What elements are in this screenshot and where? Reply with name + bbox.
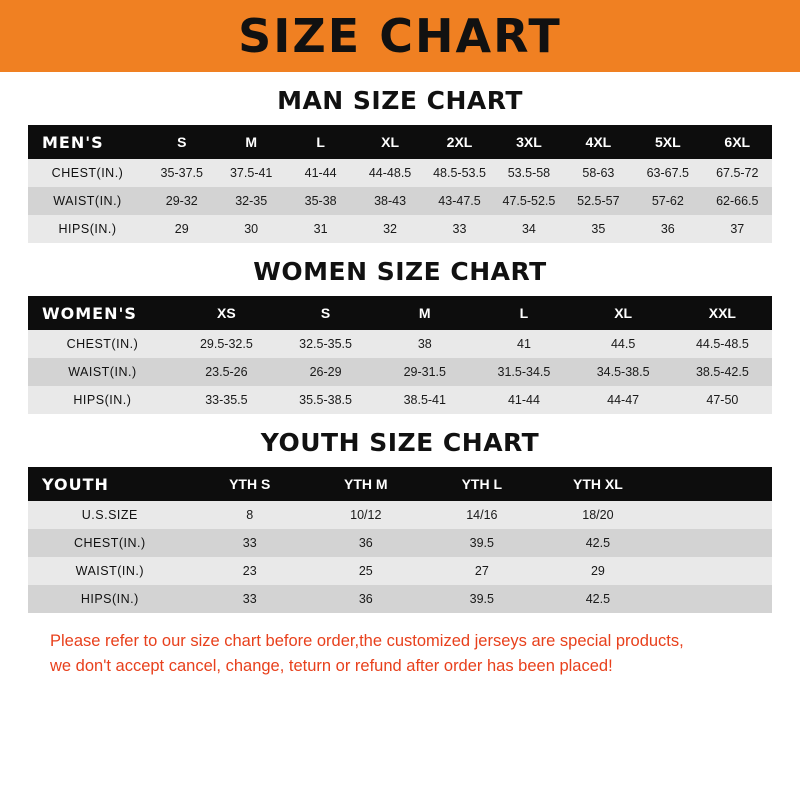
table-cell: 47-50: [673, 386, 772, 414]
table-row: [28, 358, 772, 386]
table-cell: 41-44: [474, 386, 573, 414]
row-label: HIPS(IN.): [28, 585, 192, 613]
table-cell: 41: [474, 330, 573, 358]
table-cell-empty: [656, 529, 772, 557]
table-row: [28, 330, 772, 358]
footnote-line-2: we don't accept cancel, change, teturn or refund after order has been placed!: [50, 656, 613, 675]
table-cell: 63-67.5: [633, 159, 702, 187]
column-header: M: [375, 296, 474, 330]
table-cell: 33: [192, 529, 308, 557]
section-title-youth: YOUTH SIZE CHART: [260, 428, 540, 457]
table-cell: 44.5: [574, 330, 673, 358]
header-band-center: [25, 0, 775, 72]
table-cell: 35: [564, 215, 633, 243]
table-cell: 35-38: [286, 187, 355, 215]
table-cell: 18/20: [540, 501, 656, 529]
header-band: [0, 0, 800, 72]
table-cell: 33: [425, 215, 494, 243]
table-cell: 44.5-48.5: [673, 330, 772, 358]
table-cell: 34.5-38.5: [574, 358, 673, 386]
table-cell: 41-44: [286, 159, 355, 187]
table-cell: 42.5: [540, 529, 656, 557]
table-cell: 23.5-26: [177, 358, 276, 386]
column-header: S: [276, 296, 375, 330]
women-size-table: [28, 296, 772, 414]
table-cell: 38: [375, 330, 474, 358]
column-header: L: [286, 125, 355, 159]
table-cell: 27: [424, 557, 540, 585]
table-cell: 47.5-52.5: [494, 187, 563, 215]
table-cell: 33: [192, 585, 308, 613]
column-header: YOUTH: [28, 467, 192, 501]
table-cell: 38.5-41: [375, 386, 474, 414]
table-cell: 62-66.5: [703, 187, 772, 215]
column-header: 6XL: [703, 125, 772, 159]
table-cell: 29.5-32.5: [177, 330, 276, 358]
table-cell: 43-47.5: [425, 187, 494, 215]
table-cell: 29-31.5: [375, 358, 474, 386]
table-cell: 31.5-34.5: [474, 358, 573, 386]
table-cell: 38.5-42.5: [673, 358, 772, 386]
table-cell: 29: [147, 215, 216, 243]
table-cell: 44-48.5: [355, 159, 424, 187]
table-cell: 26-29: [276, 358, 375, 386]
column-header: 3XL: [494, 125, 563, 159]
section-youth: [28, 428, 772, 613]
table-cell: 52.5-57: [564, 187, 633, 215]
table-row: [28, 585, 772, 613]
row-label: HIPS(IN.): [28, 386, 177, 414]
header-band-right-fill: [775, 0, 800, 72]
column-header: XL: [574, 296, 673, 330]
table-cell: 29-32: [147, 187, 216, 215]
column-header: YTH M: [308, 467, 424, 501]
table-row: [28, 159, 772, 187]
table-cell: 36: [308, 585, 424, 613]
column-header: 5XL: [633, 125, 702, 159]
table-cell: 10/12: [308, 501, 424, 529]
column-header-empty: [656, 467, 772, 501]
table-cell: 32-35: [216, 187, 285, 215]
youth-size-table: [28, 467, 772, 613]
table-cell: 32.5-35.5: [276, 330, 375, 358]
row-label: HIPS(IN.): [28, 215, 147, 243]
table-row: [28, 501, 772, 529]
table-cell: 57-62: [633, 187, 702, 215]
column-header: MEN'S: [28, 125, 147, 159]
column-header: XXL: [673, 296, 772, 330]
section-men: [28, 86, 772, 243]
chart-content: [0, 86, 800, 679]
table-cell: 38-43: [355, 187, 424, 215]
table-cell: 58-63: [564, 159, 633, 187]
table-cell: 14/16: [424, 501, 540, 529]
section-title-women: WOMEN SIZE CHART: [253, 257, 547, 286]
table-header-row: [28, 125, 772, 159]
header-band-left-fill: [0, 0, 25, 72]
column-header: XL: [355, 125, 424, 159]
column-header: WOMEN'S: [28, 296, 177, 330]
table-row: [28, 187, 772, 215]
table-cell: 36: [633, 215, 702, 243]
table-cell: 36: [308, 529, 424, 557]
table-cell: 31: [286, 215, 355, 243]
table-cell: 35-37.5: [147, 159, 216, 187]
footnote: [28, 629, 772, 679]
table-row: [28, 215, 772, 243]
table-cell: 29: [540, 557, 656, 585]
table-cell: 30: [216, 215, 285, 243]
table-cell: 53.5-58: [494, 159, 563, 187]
column-header: L: [474, 296, 573, 330]
table-header-row: [28, 296, 772, 330]
table-cell-empty: [656, 585, 772, 613]
column-header: XS: [177, 296, 276, 330]
column-header: M: [216, 125, 285, 159]
row-label: CHEST(IN.): [28, 330, 177, 358]
table-cell: 32: [355, 215, 424, 243]
table-cell: 44-47: [574, 386, 673, 414]
table-cell-empty: [656, 557, 772, 585]
column-header: 4XL: [564, 125, 633, 159]
row-label: CHEST(IN.): [28, 159, 147, 187]
table-cell: 25: [308, 557, 424, 585]
table-cell: 39.5: [424, 529, 540, 557]
section-women: [28, 257, 772, 414]
row-label: WAIST(IN.): [28, 557, 192, 585]
row-label: U.S.SIZE: [28, 501, 192, 529]
column-header: 2XL: [425, 125, 494, 159]
table-row: [28, 529, 772, 557]
column-header: YTH L: [424, 467, 540, 501]
column-header: YTH XL: [540, 467, 656, 501]
table-cell: 37.5-41: [216, 159, 285, 187]
table-row: [28, 386, 772, 414]
table-cell: 8: [192, 501, 308, 529]
table-cell: 39.5: [424, 585, 540, 613]
table-cell: 23: [192, 557, 308, 585]
men-size-table: [28, 125, 772, 243]
table-cell-empty: [656, 501, 772, 529]
table-cell: 67.5-72: [703, 159, 772, 187]
section-title-men: MAN SIZE CHART: [277, 86, 523, 115]
page-title: SIZE CHART: [238, 9, 562, 63]
column-header: S: [147, 125, 216, 159]
table-cell: 37: [703, 215, 772, 243]
row-label: CHEST(IN.): [28, 529, 192, 557]
column-header: YTH S: [192, 467, 308, 501]
table-cell: 34: [494, 215, 563, 243]
table-cell: 35.5-38.5: [276, 386, 375, 414]
table-row: [28, 557, 772, 585]
table-cell: 42.5: [540, 585, 656, 613]
row-label: WAIST(IN.): [28, 358, 177, 386]
row-label: WAIST(IN.): [28, 187, 147, 215]
footnote-line-1: Please refer to our size chart before order,the customized jerseys are special products,: [50, 632, 684, 650]
table-cell: 48.5-53.5: [425, 159, 494, 187]
table-header-row: [28, 467, 772, 501]
table-cell: 33-35.5: [177, 386, 276, 414]
